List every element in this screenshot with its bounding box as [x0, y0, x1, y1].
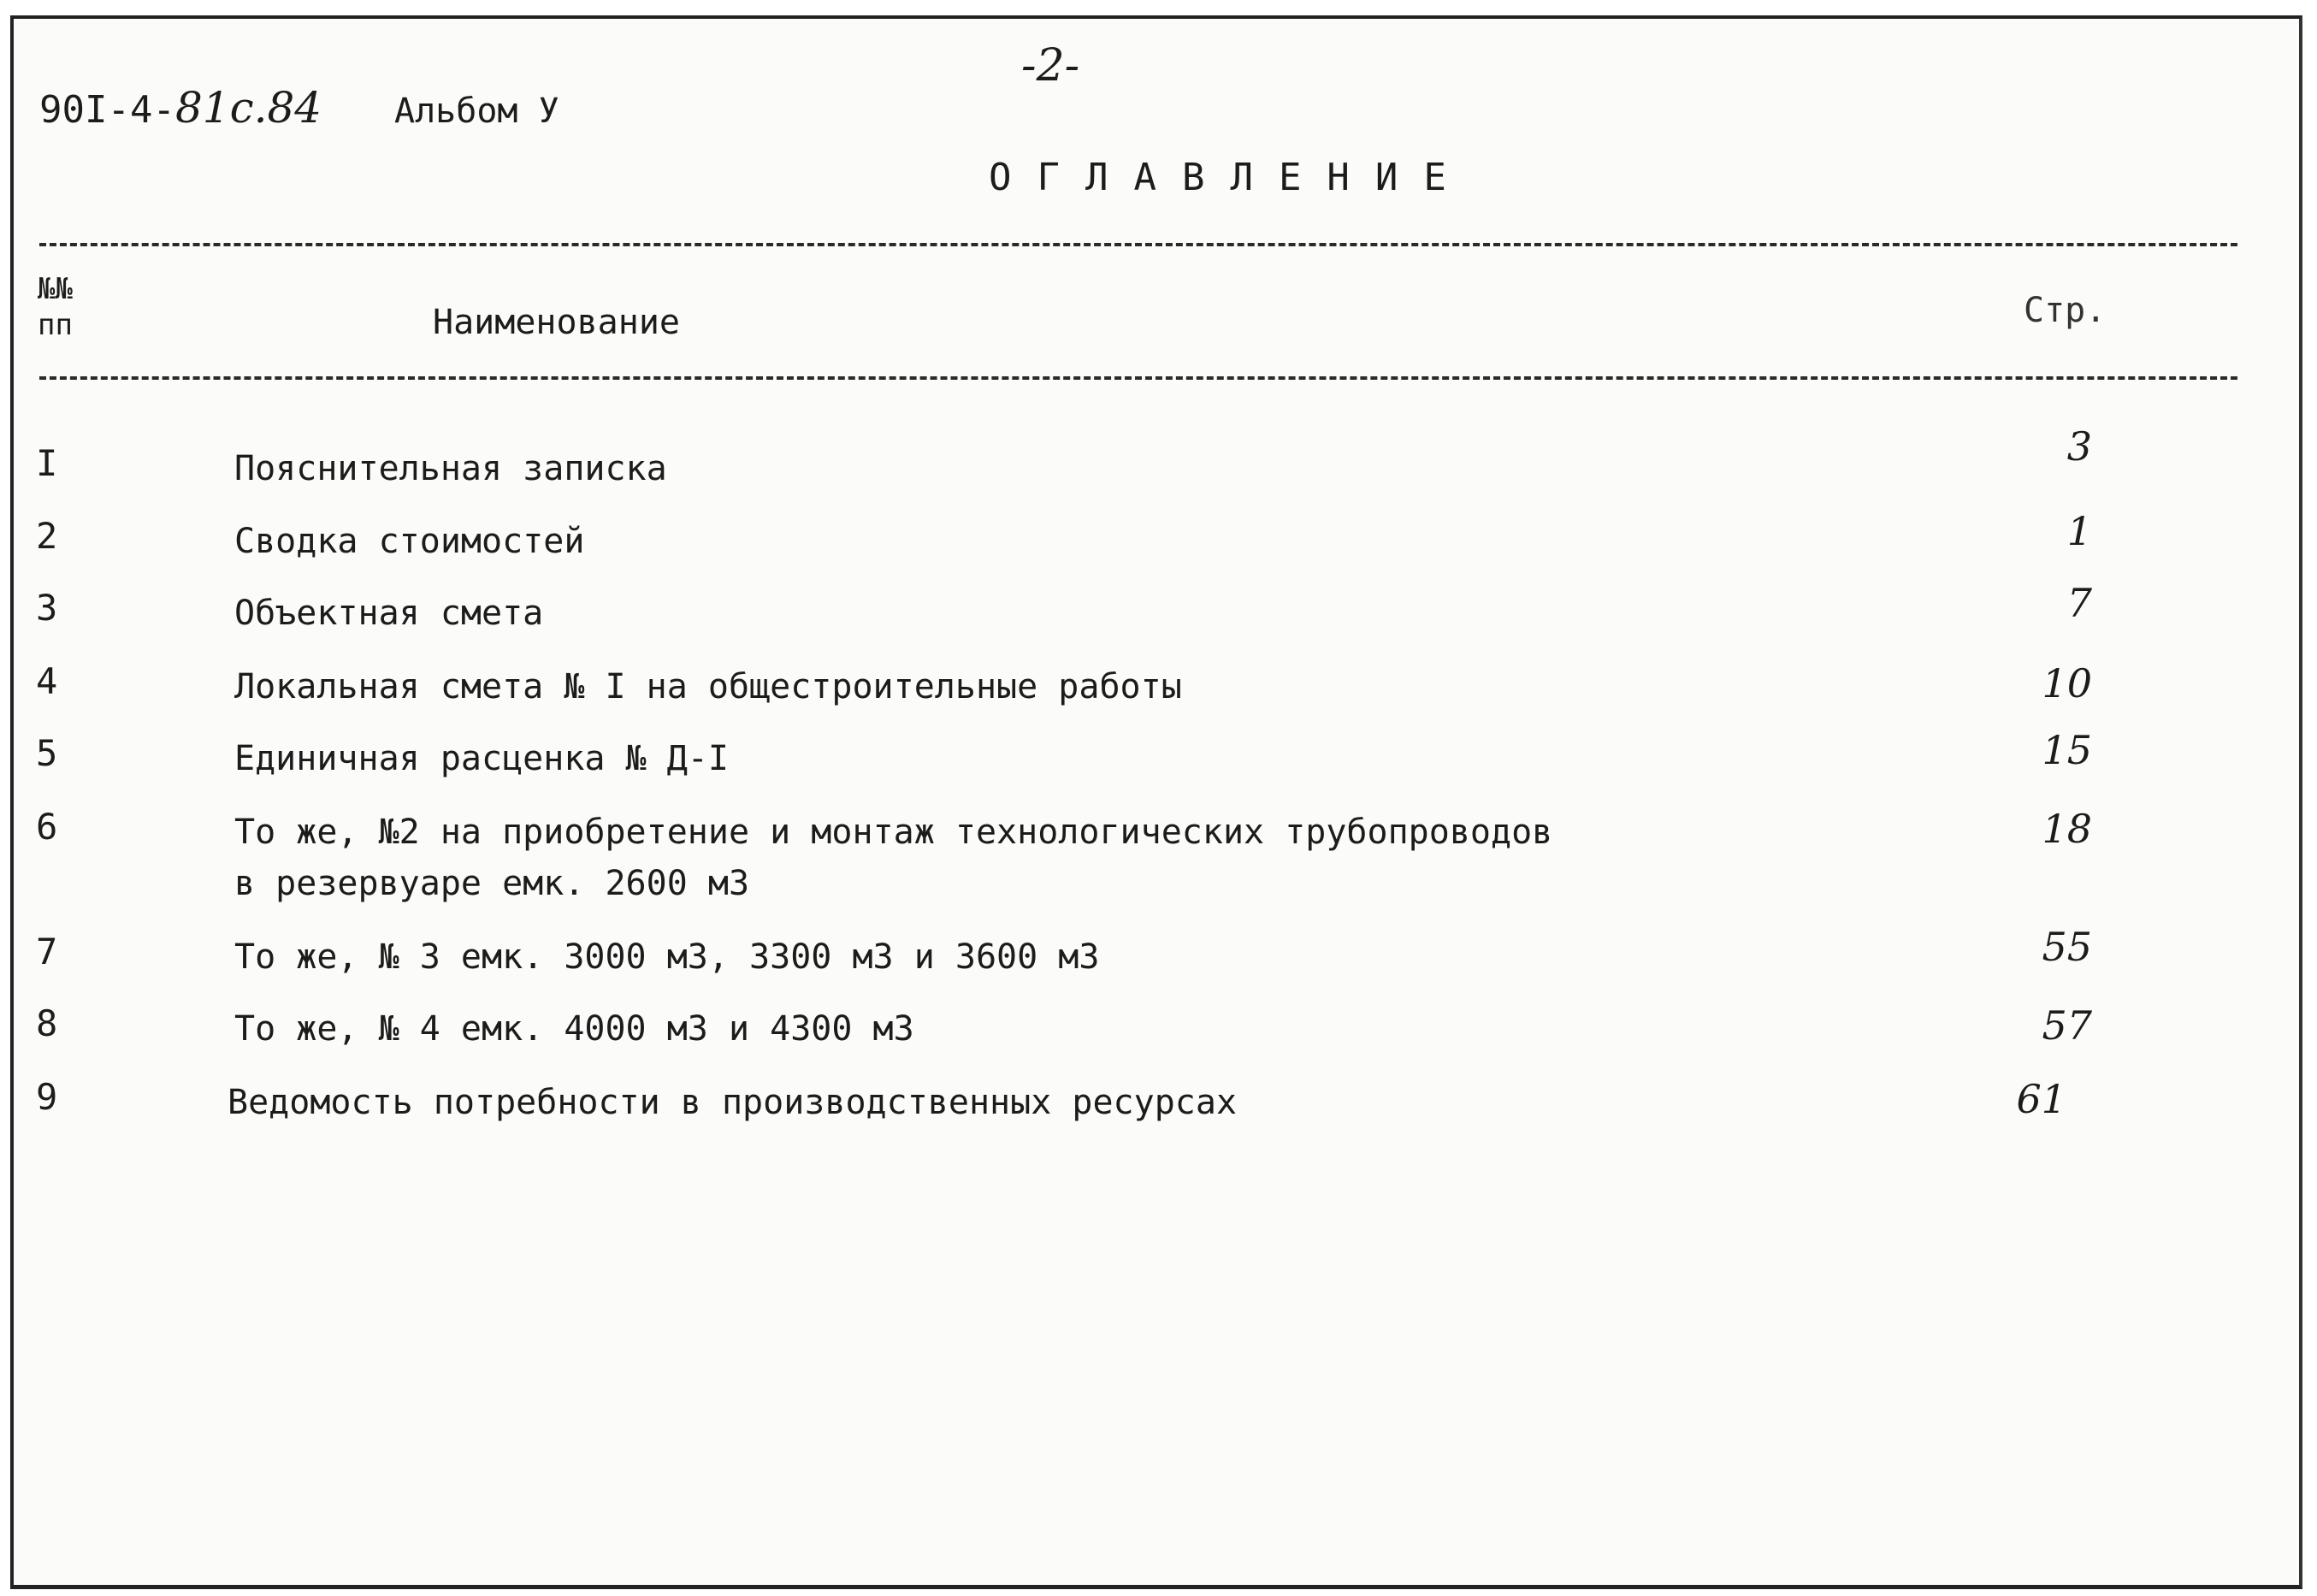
dashed-divider-header [39, 376, 2237, 380]
row-number: 2 [36, 515, 58, 557]
page-number: -2- [1021, 40, 1080, 92]
page-title: ОГЛАВЛЕНИЕ [989, 156, 1472, 199]
album-label: Альбом У [394, 92, 559, 131]
row-page: 15 [2042, 727, 2092, 773]
row-page: 1 [2066, 508, 2092, 554]
row-page: 3 [2066, 423, 2092, 470]
row-number: 4 [36, 660, 58, 702]
row-page: 57 [2042, 1002, 2092, 1049]
row-name: То же, № 4 емк. 4000 м3 и 4300 м3 [234, 1009, 914, 1049]
row-page: 10 [2042, 660, 2092, 706]
column-header-number-line1: №№ [38, 272, 73, 306]
row-number: 9 [36, 1076, 58, 1118]
row-page: 18 [2042, 806, 2092, 852]
row-name: Единичная расценка № Д-I [234, 739, 729, 778]
row-number: 6 [36, 806, 58, 848]
row-name-continued: в резервуаре емк. 2600 м3 [234, 864, 750, 903]
row-number: 8 [36, 1002, 58, 1044]
row-page: 61 [2016, 1076, 2066, 1122]
row-name: Локальная смета № I на общестроительные работы [234, 667, 1182, 706]
row-name: Ведомость потребности в производственных ресурсах [228, 1083, 1238, 1122]
row-number: 5 [36, 732, 58, 774]
column-header-number-line2: пп [38, 308, 73, 342]
row-name: Пояснительная записка [234, 449, 667, 488]
row-page: 7 [2066, 580, 2092, 626]
row-number: 3 [36, 587, 58, 629]
document-code-prefix: 90I-4- [39, 88, 175, 132]
column-header-number [38, 271, 73, 343]
column-header-name: Наименование [433, 303, 680, 342]
row-number: 7 [36, 931, 58, 972]
row-name: Сводка стоимостей [234, 522, 585, 561]
document-sheet [10, 15, 2302, 1589]
document-code [39, 83, 322, 133]
row-name: Объектная смета [234, 594, 544, 633]
document-code-handwritten: 81с.84 [174, 83, 322, 133]
row-name: То же, №2 на приобретение и монтаж технологических трубопроводов [234, 813, 1553, 852]
row-page: 55 [2042, 924, 2092, 970]
dashed-divider-top [39, 243, 2237, 246]
row-number: I [36, 442, 58, 484]
column-header-page: Стр. [2024, 291, 2107, 330]
row-name: То же, № 3 емк. 3000 м3, 3300 м3 и 3600 м3 [234, 937, 1100, 977]
